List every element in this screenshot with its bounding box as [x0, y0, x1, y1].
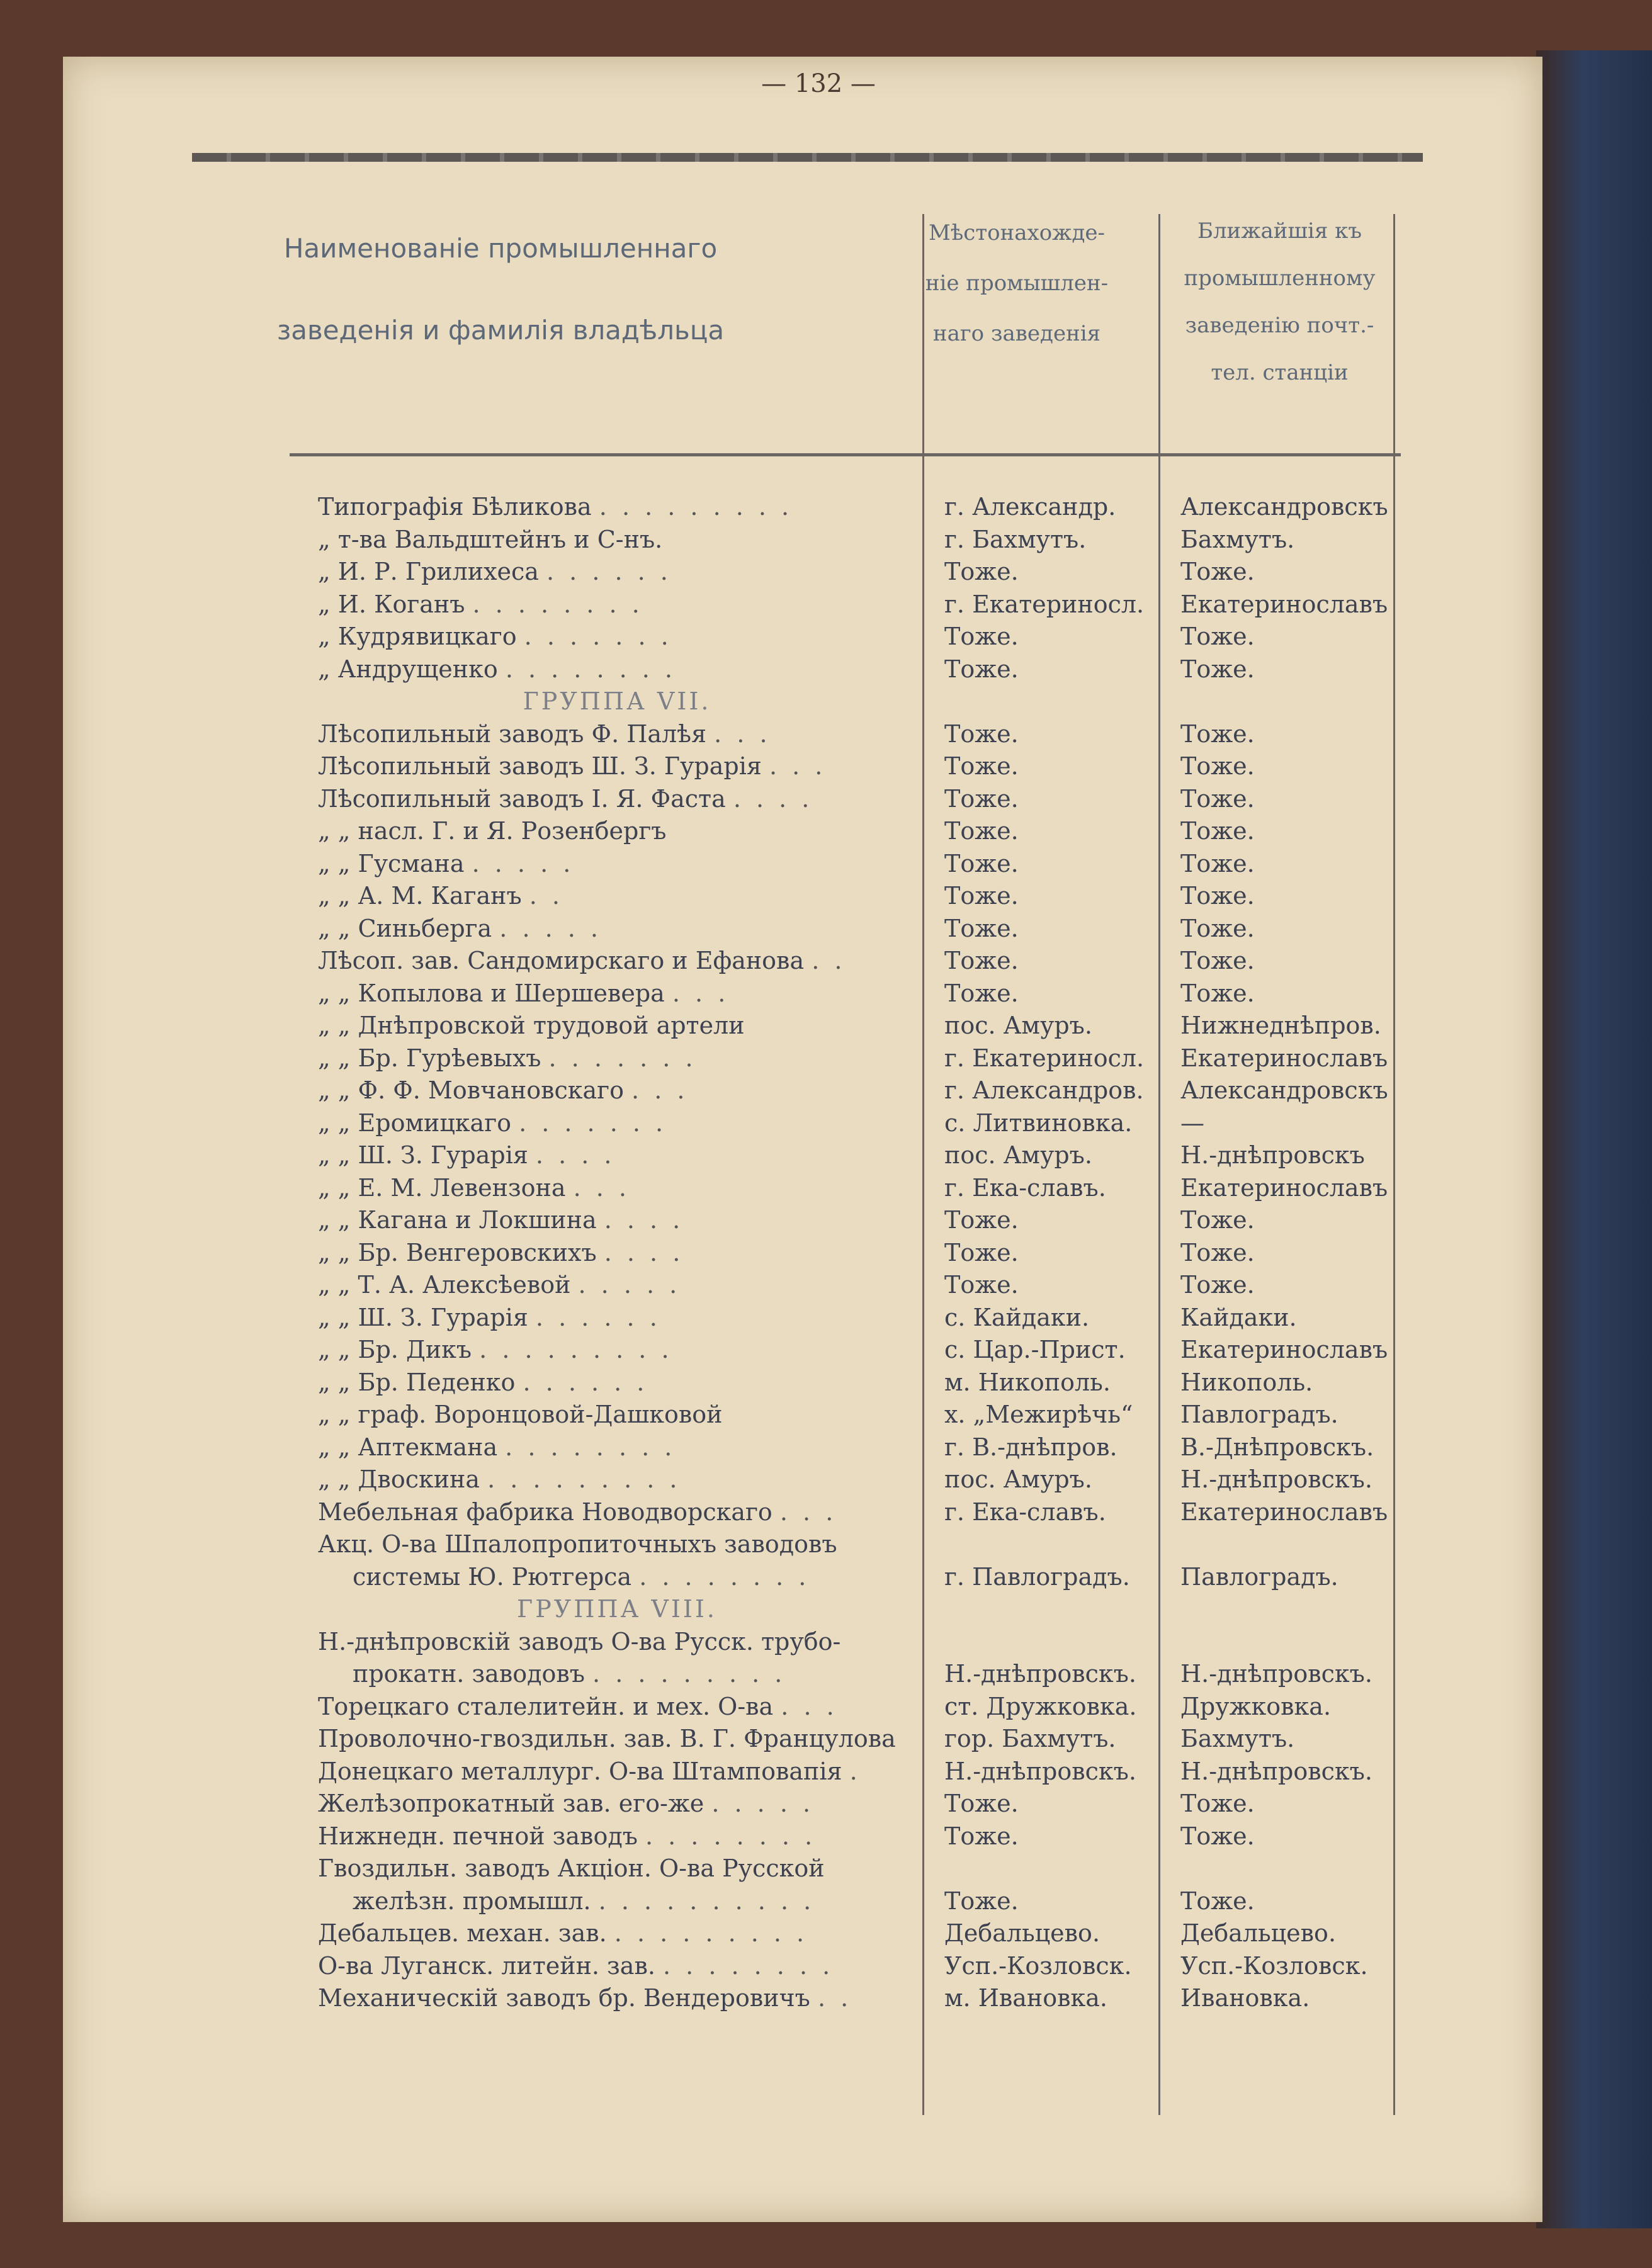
location-cell: Тоже. — [944, 558, 1019, 585]
leader-dots: . . . . . — [472, 849, 575, 877]
table-row — [318, 524, 1401, 556]
station-cell: Тоже. — [1180, 817, 1255, 845]
station-cell: — — [1180, 1109, 1204, 1137]
location-cell: Тоже. — [944, 623, 1019, 650]
table-row — [318, 1528, 1401, 1561]
location-cell: Тоже. — [944, 1790, 1019, 1817]
leader-dots: . . . . . . . . — [505, 655, 676, 683]
enterprise-name-text: „ „ А. М. Каганъ — [318, 882, 529, 910]
enterprise-name-text: Донецкаго металлург. О-ва Штамповапія — [318, 1757, 850, 1785]
table-row — [318, 1756, 1401, 1788]
enterprise-name — [318, 1107, 916, 1140]
enterprise-name — [318, 1431, 916, 1464]
enterprise-name — [318, 1691, 916, 1724]
enterprise-name — [318, 1528, 916, 1561]
station-cell: Тоже. — [1180, 979, 1255, 1007]
enterprise-name — [318, 491, 916, 524]
enterprise-name-text: „ Андрущенко — [318, 655, 506, 683]
table-row — [318, 556, 1401, 589]
leader-dots: . . . . . . . . — [505, 1433, 676, 1461]
station-cell: Павлоградъ. — [1180, 1562, 1338, 1591]
location-cell: г. Александр. — [944, 493, 1116, 521]
leader-dots: . . . — [631, 1076, 689, 1104]
leader-dots: . . . . . . . . — [663, 1951, 834, 1980]
enterprise-name — [318, 1399, 916, 1431]
station-cell: Екатеринославъ — [1180, 1498, 1388, 1526]
enterprise-name-text: Лѣсопильный заводъ Ш. З. Гурарія — [318, 752, 769, 780]
leader-dots: . . . . . . . . — [472, 590, 643, 618]
station-cell: Бахмутъ. — [1180, 1725, 1295, 1752]
enterprise-name — [318, 1917, 916, 1950]
header-col-location — [878, 208, 1155, 359]
location-cell: Тоже. — [944, 1238, 1019, 1267]
leader-dots: . . . . . . . . . — [614, 1919, 808, 1947]
station-cell: Кайдаки. — [1180, 1303, 1297, 1331]
station-cell: Тоже. — [1180, 1887, 1255, 1915]
table-row — [318, 653, 1401, 686]
location-cell: с. Цар.-Прист. — [944, 1336, 1126, 1363]
enterprise-name-text: „ „ Бр. Гурѣевыхъ — [318, 1044, 549, 1072]
station-cell: Н.-днѣпровскъ. — [1180, 1757, 1372, 1785]
station-cell: Дружковка. — [1180, 1692, 1332, 1720]
enterprise-name-text: „ И. Р. Грилихеса — [318, 558, 547, 585]
enterprise-name — [318, 1042, 916, 1075]
table-row — [318, 1982, 1401, 2015]
enterprise-name — [318, 880, 916, 913]
station-cell: Тоже. — [1180, 558, 1255, 585]
enterprise-name — [318, 815, 916, 848]
table-row — [318, 750, 1401, 783]
enterprise-name-text: „ „ Бр. Венгеровскихъ — [318, 1238, 604, 1267]
enterprise-name — [318, 1950, 916, 1983]
table-row — [318, 1561, 1401, 1594]
leader-dots: . . . . . . . . . — [487, 1465, 681, 1493]
location-cell: пос. Амуръ. — [944, 1141, 1092, 1169]
enterprise-name — [318, 1204, 916, 1237]
enterprise-name-text: „ „ Ф. Ф. Мовчановскаго — [318, 1076, 632, 1104]
table-row — [318, 491, 1401, 524]
table-row — [318, 1658, 1401, 1691]
location-cell: Тоже. — [944, 979, 1019, 1007]
table-row — [318, 621, 1401, 653]
header-col-name — [189, 208, 812, 371]
enterprise-name-text: „ „ Ш. З. Гурарія — [318, 1141, 536, 1169]
location-cell: г. В.-днѣпров. — [944, 1433, 1117, 1461]
table-row — [318, 880, 1401, 913]
location-cell: Тоже. — [944, 1822, 1019, 1850]
station-cell: Тоже. — [1180, 752, 1255, 780]
enterprise-name — [318, 848, 916, 881]
enterprise-name — [318, 1367, 916, 1399]
enterprise-name-text: „ „ Ш. З. Гурарія — [318, 1303, 536, 1331]
enterprise-name — [318, 1139, 916, 1172]
leader-dots: . . . . . . . . . . — [598, 1887, 815, 1915]
location-cell: Тоже. — [944, 784, 1019, 813]
station-cell: Тоже. — [1180, 655, 1255, 683]
enterprise-name-text: „ „ насл. Г. и Я. Розенбергъ — [318, 817, 667, 845]
enterprise-name — [318, 1626, 916, 1659]
table-row — [318, 589, 1401, 621]
enterprise-name — [318, 1237, 916, 1270]
leader-dots: . . . — [781, 1692, 838, 1720]
table-row — [318, 1334, 1401, 1367]
station-cell: Тоже. — [1180, 623, 1255, 650]
header-col-location-line2: ніе промышлен- — [925, 271, 1109, 296]
station-cell: Александровскъ — [1180, 493, 1388, 521]
table-row — [318, 1139, 1401, 1172]
location-cell: м. Никополь. — [944, 1368, 1111, 1396]
enterprise-name-text: „ „ Гусмана — [318, 849, 472, 877]
location-cell: Тоже. — [944, 1206, 1019, 1234]
enterprise-name-text: прокатн. заводовъ — [353, 1660, 593, 1688]
table-body — [318, 491, 1401, 2015]
header-divider — [290, 453, 1401, 456]
station-cell: Бахмутъ. — [1180, 525, 1295, 553]
leader-dots: . . . . . . . — [524, 623, 672, 650]
leader-dots: . . . . — [604, 1238, 684, 1267]
table-row — [318, 945, 1401, 978]
group-heading: ГРУППА VII. — [523, 687, 711, 715]
station-cell: Екатеринославъ — [1180, 590, 1388, 618]
enterprise-name-text: „ „ Копылова и Шершевера — [318, 979, 672, 1007]
enterprise-name — [318, 1302, 916, 1334]
enterprise-name-text: „ „ Бр. Дикъ — [318, 1336, 480, 1363]
enterprise-name-text: Проволочно-гвоздильн. зав. В. Г. Францулова — [318, 1725, 896, 1752]
group-heading-row — [318, 1593, 1401, 1626]
location-cell: Тоже. — [944, 719, 1019, 748]
location-cell: ст. Дружковка. — [944, 1692, 1137, 1720]
station-cell: Ивановка. — [1180, 1984, 1310, 2012]
station-cell: Тоже. — [1180, 719, 1255, 748]
enterprise-name-text: Лѣсопильный заводъ І. Я. Фаста — [318, 784, 733, 813]
station-cell: Тоже. — [1180, 1790, 1255, 1817]
table-row — [318, 978, 1401, 1010]
enterprise-name — [318, 1853, 916, 1885]
station-cell: Тоже. — [1180, 1271, 1255, 1299]
location-cell: Дебальцево. — [944, 1919, 1100, 1947]
location-cell: Тоже. — [944, 817, 1019, 845]
table-row — [318, 1010, 1401, 1042]
enterprise-name — [318, 589, 916, 621]
leader-dots: . . . — [672, 979, 730, 1007]
station-cell: Екатеринославъ — [1180, 1044, 1388, 1072]
location-cell: г. Александров. — [944, 1076, 1144, 1104]
table-row — [318, 1464, 1401, 1496]
header-col-name-line2: заведенія и фамилія владѣльца — [276, 315, 725, 346]
header-col-station-line2: промышленному — [1184, 266, 1376, 291]
location-cell: Тоже. — [944, 914, 1019, 942]
table-row — [318, 1853, 1401, 1885]
enterprise-name-text: „ т-ва Вальдштейнъ и С-нъ. — [318, 525, 663, 553]
enterprise-name — [318, 1561, 951, 1594]
location-cell: пос. Амуръ. — [944, 1012, 1092, 1039]
enterprise-name — [318, 1982, 916, 2015]
enterprise-name-text: „ „ Синьберга — [318, 914, 500, 942]
enterprise-name — [318, 1010, 916, 1042]
top-rule — [192, 153, 1423, 162]
table-row — [318, 1399, 1401, 1431]
leader-dots: . . . . . . . . . — [599, 493, 793, 521]
enterprise-name-text: Мебельная фабрика Новодворскаго — [318, 1498, 780, 1526]
enterprise-name — [318, 556, 916, 589]
station-cell: Тоже. — [1180, 1822, 1255, 1850]
station-cell: Тоже. — [1180, 882, 1255, 910]
leader-dots: . . . . . . — [523, 1368, 648, 1396]
group-heading: ГРУППА VIII. — [517, 1595, 717, 1623]
enterprise-name — [318, 1658, 951, 1691]
location-cell: м. Ивановка. — [944, 1984, 1107, 2012]
enterprise-name-text: „ Кудрявицкаго — [318, 623, 524, 650]
enterprise-name-text: Акц. О-ва Шпалопропиточныхъ заводовъ — [318, 1530, 837, 1558]
enterprise-name — [318, 621, 916, 653]
enterprise-name — [318, 783, 916, 816]
table-row — [318, 1269, 1401, 1302]
enterprise-name — [318, 524, 916, 556]
enterprise-name-text: „ „ граф. Воронцовой-Дашковой — [318, 1401, 723, 1428]
leader-dots: . . . . . . . . . — [479, 1336, 673, 1363]
leader-dots: . . . — [779, 1498, 837, 1526]
leader-dots: . . . . . . . . — [645, 1822, 817, 1850]
station-cell: Екатеринославъ — [1180, 1173, 1388, 1202]
table-row — [318, 1820, 1401, 1853]
enterprise-name — [318, 1269, 916, 1302]
location-cell: пос. Амуръ. — [944, 1465, 1092, 1493]
station-cell: Тоже. — [1180, 849, 1255, 877]
enterprise-name — [318, 653, 916, 686]
enterprise-name-text: О-ва Луганск. литейн. зав. — [318, 1951, 663, 1980]
table-row — [318, 1723, 1401, 1756]
leader-dots: . . . . . — [499, 914, 603, 942]
location-cell: Тоже. — [944, 849, 1019, 877]
table-row — [318, 1172, 1401, 1205]
enterprise-name-text: „ „ Бр. Педенко — [318, 1368, 523, 1396]
header-col-location-line3: наго заведенія — [932, 321, 1101, 346]
location-cell: Н.-днѣпровскъ. — [944, 1660, 1136, 1688]
header-col-station-line4: тел. станціи — [1211, 360, 1349, 385]
station-cell: Тоже. — [1180, 947, 1255, 974]
enterprise-name-text: „ „ Т. А. Алексѣевой — [318, 1271, 579, 1299]
enterprise-name — [318, 1820, 916, 1853]
header-col-name-line1: Наименованіе промышленнаго — [283, 233, 718, 264]
table-row — [318, 1431, 1401, 1464]
station-cell: В.-Днѣпровскъ. — [1180, 1433, 1374, 1461]
station-cell: Тоже. — [1180, 784, 1255, 813]
enterprise-name-text: Типографія Бѣликова — [318, 493, 599, 521]
enterprise-name — [318, 1885, 951, 1918]
table-row — [318, 1302, 1401, 1334]
location-cell: г. Ека-славъ. — [944, 1498, 1106, 1526]
leader-dots: . . . . . — [578, 1271, 681, 1299]
location-cell: г. Павлоградъ. — [944, 1562, 1130, 1591]
header-col-station-line1: Ближайшія къ — [1197, 218, 1362, 244]
enterprise-name-text: Гвоздильн. заводъ Акціон. О-ва Русской — [318, 1854, 825, 1882]
location-cell: Тоже. — [944, 655, 1019, 683]
location-cell: Тоже. — [944, 1887, 1019, 1915]
location-cell: х. „Межирѣчь“ — [944, 1401, 1133, 1428]
book-binding — [1536, 50, 1652, 2228]
enterprise-name — [318, 1496, 916, 1529]
table-row — [318, 718, 1401, 751]
leader-dots: . . . . — [604, 1206, 684, 1234]
table-row — [318, 815, 1401, 848]
enterprise-name-text: желѣзн. промышл. — [353, 1887, 599, 1915]
location-cell: Тоже. — [944, 752, 1019, 780]
station-cell: Павлоградъ. — [1180, 1401, 1338, 1428]
table-row — [318, 1788, 1401, 1820]
table-row — [318, 1885, 1401, 1918]
leader-dots: . . . . . . . . — [639, 1562, 810, 1591]
location-cell: гор. Бахмутъ. — [944, 1725, 1116, 1752]
enterprise-name-text: Н.-днѣпровскій заводъ О-ва Русск. трубо- — [318, 1627, 841, 1656]
table-row — [318, 1626, 1401, 1659]
table-row — [318, 1367, 1401, 1399]
header-col-location-line1: Мѣстонахожде- — [928, 220, 1106, 245]
enterprise-name — [318, 1172, 916, 1205]
enterprise-name-text: Нижнедн. печной заводъ — [318, 1822, 645, 1850]
station-cell: Усп.-Козловск. — [1180, 1951, 1368, 1980]
leader-dots: . . . — [714, 719, 771, 748]
station-cell: Н.-днѣпровскъ. — [1180, 1660, 1372, 1688]
enterprise-name — [318, 945, 916, 978]
table-row — [318, 1950, 1401, 1983]
leader-dots: . . . . . . . . . — [592, 1660, 786, 1688]
enterprise-name-text: „ И. Коганъ — [318, 590, 473, 618]
table-row — [318, 848, 1401, 881]
station-cell: Тоже. — [1180, 1206, 1255, 1234]
station-cell: Никополь. — [1180, 1368, 1313, 1396]
station-cell: Дебальцево. — [1180, 1919, 1337, 1947]
location-cell: г. Екатериносл. — [944, 590, 1145, 618]
location-cell: с. Литвиновка. — [944, 1109, 1133, 1137]
enterprise-name-text: „ „ Аптекмана — [318, 1433, 506, 1461]
enterprise-name — [318, 1788, 916, 1820]
enterprise-name-text: Дебальцев. механ. зав. — [318, 1919, 614, 1947]
location-cell: Усп.-Козловск. — [944, 1951, 1132, 1980]
leader-dots: . . . . . — [711, 1790, 815, 1817]
enterprise-name-text: Механическій заводъ бр. Вендеровичъ — [318, 1984, 818, 2012]
enterprise-name-text: „ „ Днѣпровской трудовой артели — [318, 1012, 745, 1039]
leader-dots: . . . . . . . — [548, 1044, 697, 1072]
enterprise-name — [318, 1334, 916, 1367]
table-row — [318, 1042, 1401, 1075]
leader-dots: . . . . — [535, 1141, 616, 1169]
leader-dots: . . — [817, 1984, 852, 2012]
enterprise-name — [318, 1464, 916, 1496]
table-row — [318, 913, 1401, 945]
enterprise-name-text: „ „ Е. М. Левензона — [318, 1173, 574, 1202]
table-row — [318, 1917, 1401, 1950]
header-col-station — [1162, 208, 1398, 397]
station-cell: Екатеринославъ — [1180, 1336, 1388, 1363]
station-cell: Тоже. — [1180, 1238, 1255, 1267]
enterprise-name — [318, 1723, 916, 1756]
location-cell: г. Бахмутъ. — [944, 525, 1087, 553]
location-cell: г. Екатериносл. — [944, 1044, 1145, 1072]
location-cell: Тоже. — [944, 1271, 1019, 1299]
enterprise-name-text: Торецкаго сталелитейн. и мех. О-ва — [318, 1692, 781, 1720]
page-number: — 132 — — [761, 69, 876, 98]
leader-dots: . . . . — [733, 784, 813, 813]
table-row — [318, 1691, 1401, 1724]
leader-dots: . . . . . . — [535, 1303, 661, 1331]
leader-dots: . . — [812, 947, 846, 974]
enterprise-name-text: „ „ Еромицкаго — [318, 1109, 519, 1137]
station-cell: Александровскъ — [1180, 1076, 1388, 1104]
enterprise-name — [318, 978, 916, 1010]
leader-dots: . . — [529, 882, 563, 910]
enterprise-name-text: системы Ю. Рютгерса — [353, 1562, 640, 1591]
group-heading-row — [318, 685, 1401, 718]
table-row — [318, 1496, 1401, 1529]
enterprise-name-text: Желѣзопрокатный зав. его-же — [318, 1790, 712, 1817]
enterprise-name-text: „ „ Двоскина — [318, 1465, 488, 1493]
station-cell: Тоже. — [1180, 914, 1255, 942]
header-col-station-line3: заведенію почт.- — [1185, 313, 1374, 338]
location-cell: Тоже. — [944, 882, 1019, 910]
enterprise-name-text: Лѣсопильный заводъ Ф. Палѣя — [318, 719, 715, 748]
enterprise-name-text: „ „ Кагана и Локшина — [318, 1206, 604, 1234]
leader-dots: . . . . . . . — [519, 1109, 667, 1137]
leader-dots: . — [849, 1757, 861, 1785]
station-cell: Н.-днѣпровскъ — [1180, 1141, 1365, 1169]
location-cell: Н.-днѣпровскъ. — [944, 1757, 1136, 1785]
enterprise-name — [318, 1756, 916, 1788]
enterprise-name — [318, 1075, 916, 1107]
station-cell: Нижнеднѣпров. — [1180, 1012, 1381, 1039]
table-row — [318, 1204, 1401, 1237]
table-row — [318, 1237, 1401, 1270]
enterprise-name — [318, 718, 916, 751]
location-cell: с. Кайдаки. — [944, 1303, 1090, 1331]
enterprise-name — [318, 913, 916, 945]
enterprise-name — [318, 750, 916, 783]
table-row — [318, 783, 1401, 816]
location-cell: г. Ека-славъ. — [944, 1173, 1106, 1202]
leader-dots: . . . . . . — [546, 558, 672, 585]
station-cell: Н.-днѣпровскъ. — [1180, 1465, 1372, 1493]
leader-dots: . . . — [573, 1173, 630, 1202]
table-row — [318, 1075, 1401, 1107]
table-row — [318, 1107, 1401, 1140]
leader-dots: . . . — [769, 752, 827, 780]
enterprise-name-text: Лѣсоп. зав. Сандомирскаго и Ефанова — [318, 947, 812, 974]
location-cell: Тоже. — [944, 947, 1019, 974]
